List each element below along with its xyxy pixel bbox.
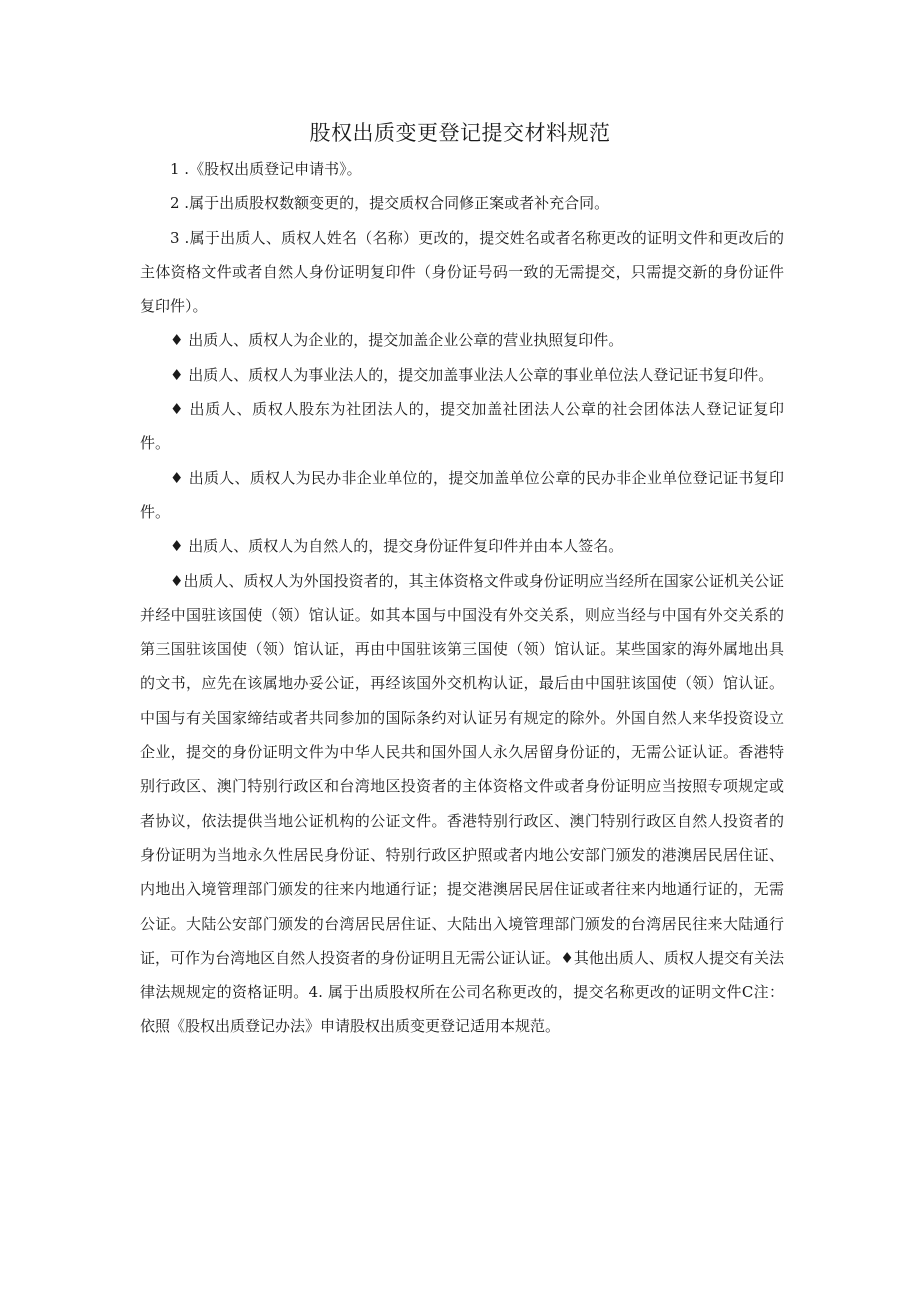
bullet-private-non-enterprise: ♦ 出质人、质权人为民办非企业单位的，提交加盖单位公章的民办非企业单位登记证书复印件。 (140, 468, 784, 521)
item-2-amount-change: 2 .属于出质股权数额变更的，提交质权合同修正案或者补充合同。 (170, 194, 610, 213)
bullet-social-organization: ♦ 出质人、质权人股东为社团法人的，提交加盖社团法人公章的社会团体法人登记证复印件。 (140, 400, 784, 453)
bullet-natural-person: ♦ 出质人、质权人为自然人的，提交身份证件复印件并由本人签名。 (170, 537, 624, 556)
document-title: 股权出质变更登记提交材料规范 (309, 121, 611, 145)
bullet-enterprise: ♦ 出质人、质权人为企业的，提交加盖企业公章的营业执照复印件。 (170, 331, 624, 350)
bullet-public-institution: ♦ 出质人、质权人为事业法人的，提交加盖事业法人公章的事业单位法人登记证书复印件。 (170, 365, 774, 384)
bullet-foreign-investor: ♦出质人、质权人为外国投资者的，其主体资格文件或身份证明应当经所在国家公证机关公证并经中国驻该国使（领）馆认证。如其本国与中国没有外交关系，则应当经与中国有外交关系的第三国驻该国使（领）馆认证，再由中国驻该第三国使（领）馆认证。某些国家的海外属地出具的文书，应先在该属地办妥公证，再经该国外交机构认证，最后由中国驻该国使（领）馆认证。中国与有关国家缔结或者共同参加的国际条约对认证另有规定的除外。外国自然人来华投资设立企业，提交的身份证明文件为中华人民共和国外国人永久居留身份证的，无需公证认证。香港特别行政区、澳门特别行政区和台湾地区投资者的主体资格文件或者身份证明应当按照专项规定或者协议，依法提供当地公证机构的公证文件。香港特别行政区、澳门特别行政区自然人投资者的身份证明为当地永久性居民身份证、特别行政区护照或者内地公安部门颁发的港澳居民居住证、内地出入境管理部门颁发的往来内地通行证；提交港澳居民居住证或者往来内地通行证的，无需公证。大陆公安部门颁发的台湾居民居住证、大陆出入境管理部门颁发的台湾居民往来大陆通行证，可作为台湾地区自然人投资者的身份证明且无需公证认证。♦其他出质人、质权人提交有关法律法规规定的资格证明。4. 属于出质股权所在公司名称更改的，提交名称更改的证明文件C注：依照《股权出质登记办法》申请股权出质变更登记适用本规范。 (140, 571, 784, 1036)
item-3-name-change: 3 .属于出质人、质权人姓名（名称）更改的，提交姓名或者名称更改的证明文件和更改后的主体资格文件或者自然人身份证明复印件（身份证号码一致的无需提交，只需提交新的身份证件复印件）。 (140, 228, 784, 316)
document-body (140, 152, 784, 1044)
item-1-application-form: 1 .《股权出质登记申请书》。 (170, 160, 362, 178)
